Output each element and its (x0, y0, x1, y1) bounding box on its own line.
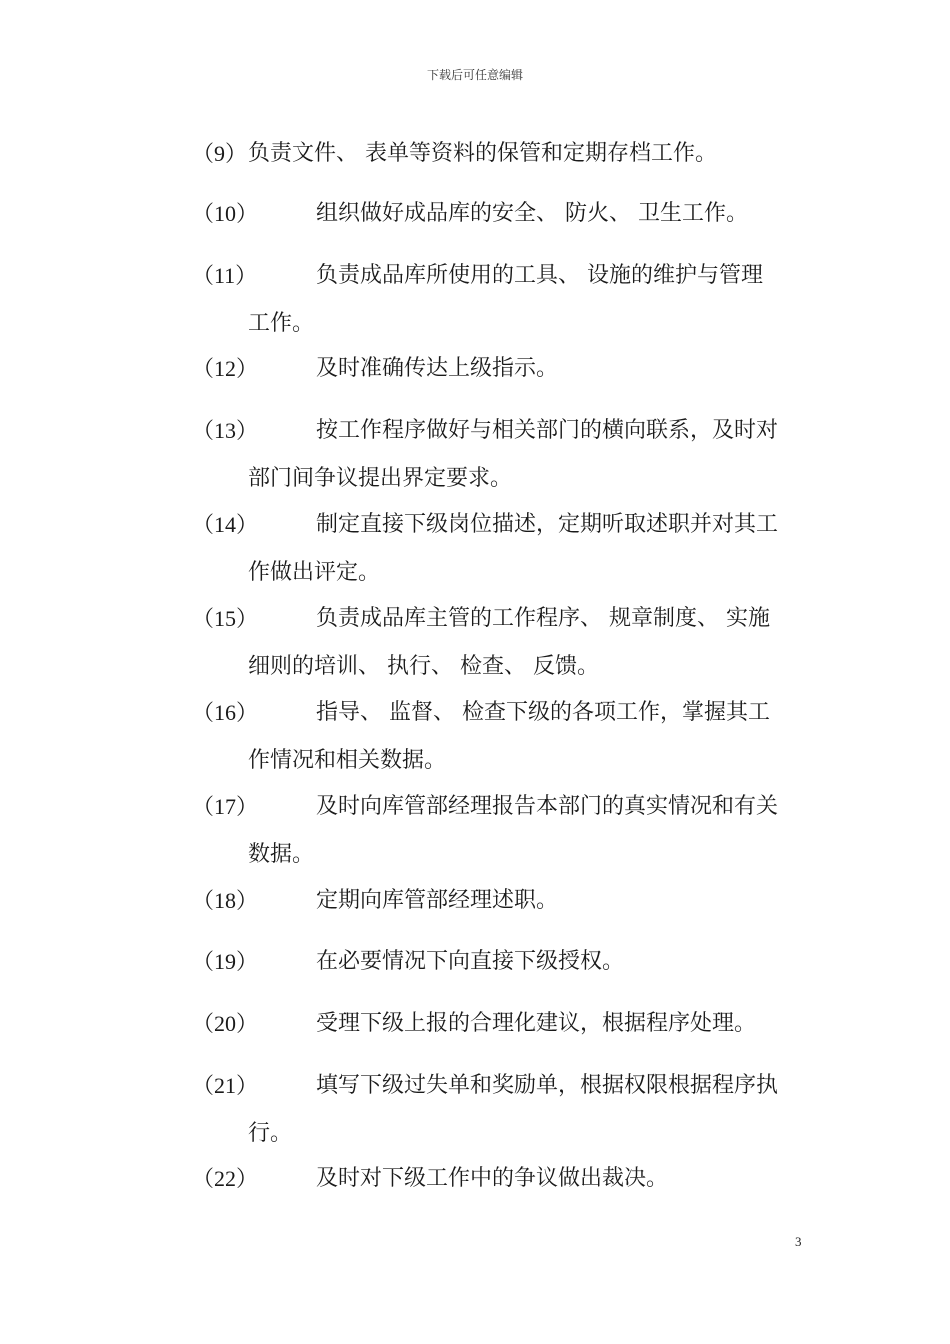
item-text-continued: 工作。 (248, 311, 315, 336)
item-number: （22） (192, 1166, 259, 1191)
list-item (192, 938, 812, 986)
item-number: （13） (192, 418, 259, 443)
item-text-continued: 部门间争议提出界定要求。 (248, 466, 513, 491)
item-text: 受理下级上报的合理化建议，根据程序处理。 (316, 1011, 757, 1036)
item-number: （12） (192, 356, 259, 381)
list-item (192, 1000, 812, 1048)
list-item (192, 407, 812, 503)
item-text: 在必要情况下向直接下级授权。 (316, 949, 625, 974)
item-number: （16） (192, 700, 259, 725)
item-text-continued: 细则的培训、 执行、 检查、 反馈。 (248, 654, 599, 679)
list-item (192, 595, 812, 691)
item-text: 负责文件、 表单等资料的保管和定期存档工作。 (248, 141, 717, 166)
item-number: （17） (192, 794, 259, 819)
list-item (192, 345, 812, 393)
page-header: 下载后可任意编辑 (426, 68, 523, 82)
list-item (192, 190, 812, 238)
item-number: （18） (192, 888, 259, 913)
item-text: 定期向库管部经理述职。 (316, 888, 559, 913)
item-text: 填写下级过失单和奖励单，根据权限根据程序执 (316, 1073, 779, 1098)
item-number: （20） (192, 1011, 259, 1036)
item-text-continued: 作情况和相关数据。 (248, 748, 447, 773)
item-number: （9） (192, 141, 248, 166)
list-item (192, 252, 812, 348)
item-number: （11） (192, 263, 258, 288)
item-text: 及时向库管部经理报告本部门的真实情况和有关 (316, 794, 779, 819)
item-text: 负责成品库所使用的工具、 设施的维护与管理 (316, 263, 763, 288)
item-text-continued: 数据。 (248, 842, 315, 867)
page-number: 3 (795, 1234, 802, 1249)
item-text: 组织做好成品库的安全、 防火、 卫生工作。 (316, 201, 748, 226)
list-item (192, 689, 812, 785)
item-number: （15） (192, 606, 259, 631)
item-text: 及时对下级工作中的争议做出裁决。 (316, 1166, 669, 1191)
item-text: 制定直接下级岗位描述，定期听取述职并对其工 (316, 512, 779, 537)
item-text: 按工作程序做好与相关部门的横向联系，及时对 (316, 418, 779, 443)
list-item (192, 1062, 812, 1158)
item-text-continued: 行。 (248, 1121, 293, 1146)
list-item (192, 501, 812, 597)
item-text: 指导、 监督、 检查下级的各项工作，掌握其工 (316, 700, 770, 725)
item-text: 及时准确传达上级指示。 (316, 356, 559, 381)
list-item (192, 130, 812, 178)
item-number: （21） (192, 1073, 259, 1098)
list-item (192, 1155, 812, 1203)
item-number: （14） (192, 512, 259, 537)
list-item (192, 877, 812, 925)
item-number: （19） (192, 949, 259, 974)
list-item (192, 783, 812, 879)
item-text-continued: 作做出评定。 (248, 560, 381, 585)
item-text: 负责成品库主管的工作程序、 规章制度、 实施 (316, 606, 770, 631)
item-number: （10） (192, 201, 259, 226)
